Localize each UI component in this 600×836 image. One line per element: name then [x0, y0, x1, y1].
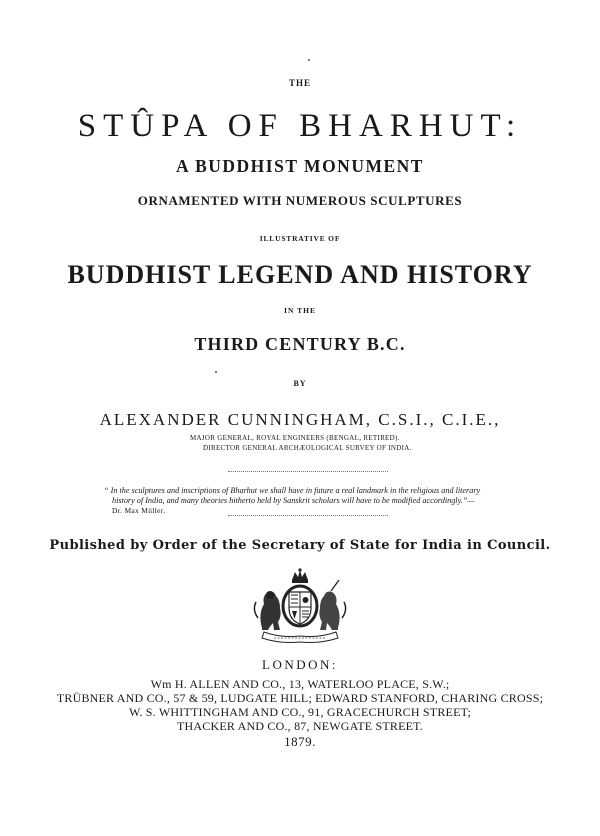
subtitle-sculptures: ORNAMENTED WITH NUMEROUS SCULPTURES: [137, 193, 463, 208]
author-role-engineers: MAJOR GENERAL, ROYAL ENGINEERS (BENGAL, RETIRED).: [190, 434, 400, 442]
illustrative-label: ILLUSTRATIVE OF: [259, 234, 341, 243]
imprint-city: LONDON:: [262, 657, 338, 672]
in-the-label: IN THE: [284, 306, 316, 315]
quote-line-2: history of India, and many theories hitherto held by Sanskrit scholars will have to be modified accordingly.”—: [112, 496, 475, 505]
published-by-line: Published by Order of the Secretary of State for India in Council.: [49, 538, 551, 553]
quote-author: Dr. Max Müller.: [112, 506, 166, 515]
publication-year: 1879.: [284, 734, 316, 749]
author-name: ALEXANDER CUNNINGHAM, C.S.I., C.I.E.,: [99, 410, 501, 429]
by-label: BY: [293, 379, 307, 388]
ink-speck: [308, 59, 310, 61]
the-label: THE: [288, 78, 311, 88]
subtitle-legend: BUDDHIST LEGEND AND HISTORY: [67, 260, 533, 289]
imprint-publisher-thacker: THACKER AND CO., 87, NEWGATE STREET.: [177, 719, 423, 733]
book-title: STÛPA OF BHARHUT:: [77, 108, 523, 144]
author-role-survey: DIRECTOR GENERAL ARCHÆOLOGICAL SURVEY OF INDIA.: [203, 444, 412, 452]
ink-speck: [215, 371, 217, 373]
epigraph-quote: [104, 486, 504, 516]
imprint-publisher-trubner: TRÜBNER AND CO., 57 & 59, LUDGATE HILL; EDWARD STANFORD, CHARING CROSS;: [56, 691, 544, 705]
royal-coat-of-arms-icon: [240, 566, 360, 646]
divider-top: [228, 471, 388, 472]
divider-bottom: [228, 515, 388, 516]
quote-line-1: “ In the sculptures and inscriptions of Bharhut we shall have in future a real landmark in the religious and literary: [104, 486, 481, 495]
imprint-publisher-allen: Wm H. ALLEN AND CO., 13, WATERLOO PLACE, S.W.;: [150, 677, 450, 691]
imprint-publisher-whittingham: W. S. WHITTINGHAM AND CO., 91, GRACECHURCH STREET;: [128, 705, 471, 719]
century-label: THIRD CENTURY B.C.: [194, 334, 406, 354]
subtitle-monument: A BUDDHIST MONUMENT: [176, 156, 424, 176]
